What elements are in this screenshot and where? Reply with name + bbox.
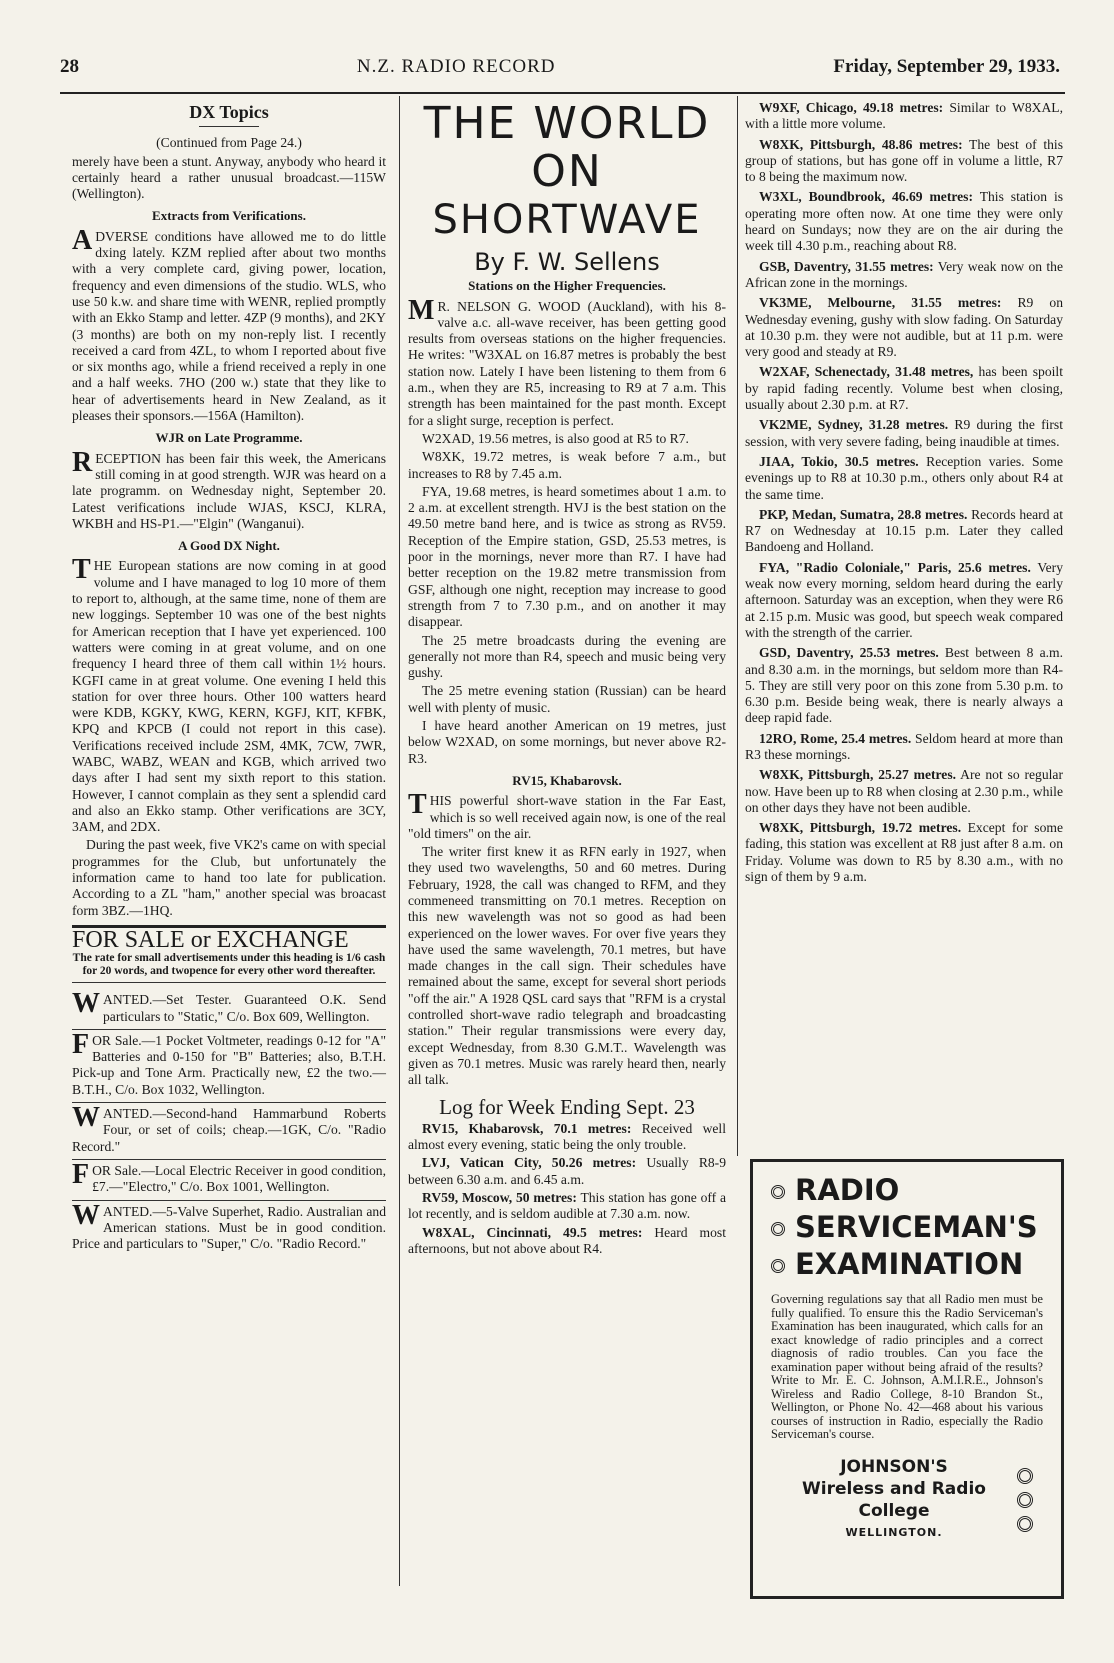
paragraph: FYA, 19.68 metres, is heard sometimes about 1 a.m. to 2 a.m. at excellent strength. HVJ is the best station on the 49.50 metre band here, and is twice as strong as RV59. Reception of the Empire station, GSD, 25.53 metres, is poor in the mornings, never more than R7. I have had better reception on the 19.82 metre transmission from GSF, although one night, reception may increase to good strength from 7 to 7.30 p.m., and on another it may disappear.: [408, 483, 726, 630]
article-byline: By F. W. Sellens: [474, 248, 660, 276]
ad-footer: [771, 1456, 1043, 1544]
paragraph: W8XK, 19.72 metres, is weak before 7 a.m., but increases to R8 by 7.45 a.m.: [408, 449, 726, 481]
log-entry: GSD, Daventry, 25.53 metres. Best between 8 a.m. and 8.30 a.m. in the mornings, but seldom more than R4-5. They are still very poor on this zone from 5.30 p.m. to 6.30 p.m. Beside being weak, there is nearly always a deep rapid fade.: [745, 645, 1063, 726]
dx-topics-title: DX Topics: [189, 102, 269, 122]
subheading-good-dx: A Good DX Night.: [178, 538, 280, 554]
log-entry: LVJ, Vatican City, 50.26 metres: Usually R8-9 between 6.30 a.m. and 6.45 a.m.: [408, 1155, 727, 1187]
paragraph: The 25 metre evening station (Russian) can be heard well with plenty of music.: [408, 683, 726, 715]
decorative-dots: [1017, 1468, 1043, 1532]
log-entry: VK3ME, Melbourne, 31.55 metres: R9 on Wednesday evening, gushy with slow fading. On Saturday at 10.30 p.m. they were not audible, but at 11 p.m. were very good and steady at R9.: [745, 295, 1063, 360]
paragraph: merely have been a stunt. Anyway, anybody who heard it certainly heard a rather unusual broadcast.—115W (Wellington).: [72, 153, 386, 202]
drop-cap: T: [72, 554, 91, 586]
paragraph: The writer first knew it as RFN early in 1927, when they used two wavelengths, 50 and 60 metres. During February, 1928, the call was changed to RFM, and they commeneed transmitting on 70.1 metres. Reception on this new wavelength was not so good as had been experienced on the lower waves. For over five years they have used the same wavelength, 70.1 metres, but have made changes in the call sign. Their schedules have remained about the same, except for several short periods "off the air." A 1928 QSL card says that "RFM is a crystal controlled short-wave radio telegraph and broadcasting station." Their regular transmissions were every day, except Wednesday, from 8.30 G.M.T.. Wavelength was given as 70.1 metres. Music was rarely heard then, nearly all talk.: [408, 844, 726, 1088]
log-entry: FYA, "Radio Coloniale," Paris, 25.6 metres. Very weak now every morning, seldom heard during the early afternoon. Saturday was an exception, when they were R6 at 2.15 p.m. Music was good, but speech weak compared with the strength of the carrier.: [745, 559, 1064, 640]
paragraph: W2XAD, 19.56 metres, is also good at R5 to R7.: [422, 430, 689, 446]
classified-ad: FOR Sale.—1 Pocket Voltmeter, readings 0-12 for "A" Batteries and 0-150 for "B" Batteries; also, B.T.H. Pick-up and Tone Arm. Practically new, £2 the two.—B.T.H., C/o. Box 1032, Wellington.: [72, 1030, 386, 1103]
log-entry: GSB, Daventry, 31.55 metres: Very weak now on the African zone in the mornings.: [745, 258, 1063, 290]
drop-cap: T: [408, 789, 427, 821]
log-entry: RV59, Moscow, 50 metres: This station has gone off a lot recently, and is seldom audible at 7.30 a.m. now.: [408, 1190, 727, 1222]
classified-ad: FOR Sale.—Local Electric Receiver in good condition, £7.—"Electro," C/o. Box 1001, Wellington.: [72, 1160, 386, 1201]
bullet-icon: [771, 1259, 785, 1273]
paragraph: M R. NELSON G. WOOD (Auckland), with his 8-valve a.c. all-wave receiver, has been getting good results from overseas stations on the higher frequencies. He writes: "W3XAL on 16.87 metres is probably the best station now. Lately I have been listening to them from 6 a.m., when they are R5, increasing to R9 at 7 a.m. This strength has been maintained for the past month. Except for a slight surge, reception is perfect.: [408, 294, 726, 428]
ad-headline-3: EXAMINATION: [771, 1246, 1043, 1283]
log-entry: W9XF, Chicago, 49.18 metres: Similar to W8XAL, with a little more volume.: [745, 100, 1063, 132]
ad-headline-2: SERVICEMAN'S: [771, 1209, 1043, 1246]
college-advertisement: [750, 1159, 1064, 1599]
bullet-icon: [771, 1222, 785, 1236]
paragraph: During the past week, five VK2's came on with special programmes for the Club, but unfortunately the information came to hand too late for publication. According to a ZL "ham," another special was broacast form 3BZ.—1HQ.: [72, 837, 386, 918]
subheading-extracts: Extracts from Verifications.: [152, 208, 306, 224]
bullet-icon: [771, 1185, 785, 1199]
subheading-rv15: RV15, Khabarovsk.: [512, 772, 622, 788]
paragraph: The 25 metre broadcasts during the evening are generally not more than R4, speech and music being very gushy.: [408, 632, 726, 681]
log-entry: W8XK, Pittsburgh, 25.27 metres. Are not so regular now. Have been up to R8 when closing at 2.30 p.m., while on other days they have not been audible.: [745, 767, 1063, 815]
log-heading: Log for Week Ending Sept. 23: [439, 1094, 695, 1119]
ad-body-text: Governing regulations say that all Radio men must be fully qualified. To ensure this the Radio Serviceman's Examination has been inaugurated, which calls for an exact knowledge of radio principles and a correct diagnosis of radio troubles. Can you face the examination paper without being afraid of the results? Write to Mr. E. C. Johnson, A.M.I.R.E., Johnson's Wireless and Radio College, 8-10 Brandon St., Wellington, or Phone No. 42—468 about his various courses of instruction in Radio, especially the Radio Serviceman's course.: [771, 1292, 1043, 1441]
continued-note: (Continued from Page 24.): [156, 135, 302, 151]
log-entry: VK2ME, Sydney, 31.28 metres. R9 during the first session, with very severe fading, being inaudible at times.: [745, 417, 1063, 449]
column-world-on-shortwave: [408, 100, 726, 1259]
page-header: [60, 56, 1060, 82]
column-divider-1: [399, 96, 400, 1586]
publication-name: N.Z. RADIO RECORD: [356, 56, 556, 77]
log-entry: JIAA, Tokio, 30.5 metres. Reception varies. Some evenings up to R8 at 10.30 p.m., others only about R4 at the same time.: [745, 453, 1064, 502]
paragraph: THIS powerful short-wave station in the Far East, which is so well received again now, is one of the real "old timers" on the air.: [408, 789, 726, 841]
paragraph: RECEPTION has been fair this week, the Americans still coming in at good strength. WJR was heard on a late programm. on Wednesday night, September 20. Latest verifications include WJAS, KSCJ, KLRA, WKBH and HS-P1.—"Elgin" (Wanganui).: [72, 446, 386, 531]
drop-cap: M: [408, 294, 435, 326]
title-rule: [199, 126, 259, 127]
paragraph: THE European stations are now coming in at good volume and I have managed to log 10 more of them to report to, although, at the same time, none of them are new loggings. September 10 was one of the best nights for American reception that I have yet experienced. 100 watters were coming in at great volume, and on one frequency I heard three of them call within 1½ hours. KGFI came in at great volume. One evening I held this station for over three hours. Other 100 watters heard were KDB, KGKY, KWG, KERN, KGFJ, KIT, KFBK, KPQ and KPCB (I could not report in this case). Verifications received include 2SM, 4MK, 7CW, 7WR, WABC, WABZ, WEAN and KGB, which arrived two days after I had sent my sixth report to this station. However, I cannot complain as they sent a splendid card and also an Ekko stamp. Other verifications are 3CY, 3AM, and 2DX.: [72, 554, 386, 835]
for-sale-rate-note: The rate for small advertisements under this heading is 1/6 cash for 20 words, and twopence for every other word thereafter.: [72, 952, 386, 983]
log-entry: W8XAL, Cincinnati, 49.5 metres: Heard most afternoons, but not above about R4.: [408, 1224, 726, 1256]
log-entry: 12RO, Rome, 25.4 metres. Seldom heard at more than R3 these mornings.: [745, 730, 1063, 762]
drop-cap: A: [72, 224, 93, 256]
bullet-icon: [1017, 1468, 1033, 1484]
page-number: 28: [60, 56, 79, 77]
college-name: JOHNSON'S Wireless and Radio College WELLINGTON.: [802, 1456, 986, 1539]
column-dx-topics: [72, 100, 386, 1256]
for-sale-heading: FOR SALE or EXCHANGE: [72, 925, 386, 948]
classified-ad: WANTED.—5-Valve Superhet, Radio. Australian and American stations. Must be in good condition. Price and particulars to "Super," C/o. "Radio Record.": [72, 1199, 386, 1252]
article-title-line-1: THE WORLD: [423, 98, 711, 149]
subheading-higher-frequencies: Stations on the Higher Frequencies.: [468, 278, 666, 294]
column-divider-2: [737, 96, 738, 1156]
header-rule: [60, 92, 1065, 94]
article-title-line-3: SHORTWAVE: [432, 197, 702, 243]
subheading-wjr: WJR on Late Programme.: [155, 430, 303, 446]
paragraph: I have heard another American on 19 metres, just below W2XAD, on some mornings, but never above R2-R3.: [408, 718, 726, 766]
bullet-icon: [1017, 1492, 1033, 1508]
ad-headline-1: RADIO: [771, 1172, 1043, 1209]
paragraph: ADVERSE conditions have allowed me to do little dxing lately. KZM replied after about two months with a very complete card, giving power, location, frequency and even dimensions of the studio. WLS, who use 50 k.w. and share time with WENR, replied promptly with an Ekko Stamp and letter. 4ZP (9 months), and 2KY (3 months) are both on my non-reply list. I recently received a card from 4ZL, to whom I reported about five or six months ago, while a friend received a reply in one and a half weeks. 7HO (200 w.) state that they like to hear of advertisements heard in New Zealand, as it pleases their sponsors.—156A (Hamilton).: [72, 224, 386, 424]
log-entry: W8XK, Pittsburgh, 48.86 metres: The best of this group of stations, but has gone off in volume a little, R7 to 8 being the maximum now.: [745, 136, 1063, 185]
bullet-icon: [1017, 1516, 1033, 1532]
log-entry: RV15, Khabarovsk, 70.1 metres: Received well almost every evening, static being the only trouble.: [408, 1120, 726, 1153]
issue-date: Friday, September 29, 1933.: [833, 56, 1060, 77]
classified-ad: WANTED.—Second-hand Hammarbund Roberts Four, or set of coils; cheap.—1GK, C/o. "Radio Record.": [72, 1103, 386, 1160]
log-entry: W3XL, Boundbrook, 46.69 metres: This station is operating more often now. At one time they were only heard on Sundays; now they are on the air during the week till 4.30 p.m., reaching about R8.: [745, 189, 1064, 254]
article-title-line-2: ON: [531, 146, 603, 197]
column-log-continued: [745, 100, 1063, 889]
log-entry: W2XAF, Schenectady, 31.48 metres, has been spoilt by rapid fading recently. Volume best when closing, usually about 2.30 p.m. at R7.: [745, 364, 1063, 413]
classified-ad: WANTED.—Set Tester. Guaranteed O.K. Send particulars to "Static," C/o. Box 609, Wellington.: [72, 989, 386, 1030]
log-entry: W8XK, Pittsburgh, 19.72 metres. Except for some fading, this station was excellent at R8 just after 8 a.m. on Friday. Volume was down to R5 by 8.30 a.m., with no sign of them by 9 a.m.: [745, 820, 1063, 885]
drop-cap: R: [72, 446, 93, 478]
log-entry: PKP, Medan, Sumatra, 28.8 metres. Records heard at R7 on Wednesday at 10.15 p.m. Later they called Bandoeng and Holland.: [745, 506, 1063, 555]
